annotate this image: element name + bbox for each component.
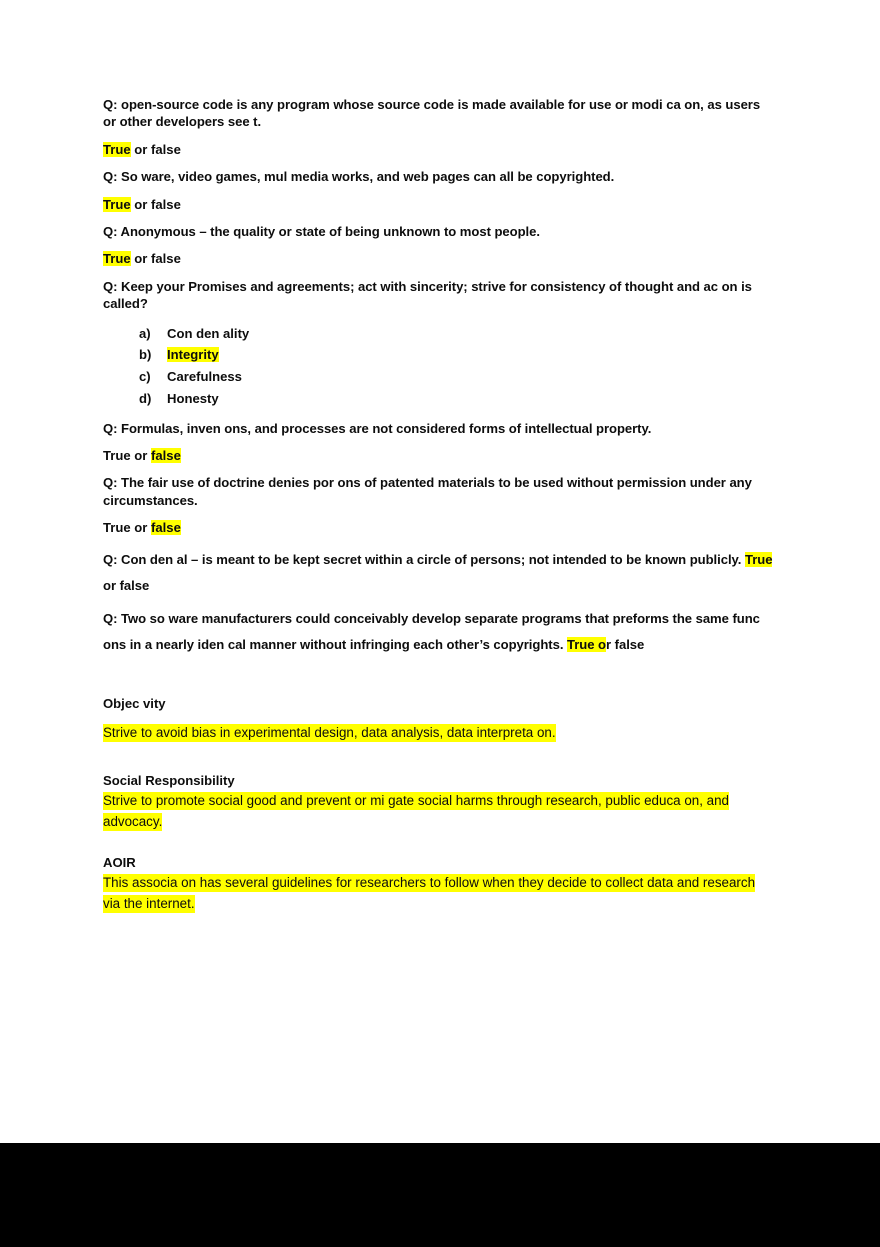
answer-highlight: True	[744, 551, 773, 567]
section-heading-social-responsibility: Social Responsibility	[103, 772, 235, 788]
choice-label: Integrity	[167, 347, 219, 363]
answer-line	[103, 447, 775, 464]
answer-highlight: True o	[567, 637, 607, 653]
section-spacer	[103, 666, 775, 695]
choice-label: Honesty	[167, 390, 219, 406]
answer-rest: or false	[103, 577, 150, 593]
section-spacer	[103, 743, 775, 772]
answer-line	[103, 196, 775, 213]
choice-item	[139, 323, 775, 345]
choice-marker: d)	[139, 390, 152, 406]
answer-line	[103, 141, 775, 158]
answer-highlight: false	[151, 448, 181, 463]
section-heading-aoir: AOIR	[103, 854, 136, 870]
answer-rest: or false	[130, 251, 181, 267]
question-text: Q: Con den al – is meant to be kept secret within a circle of persons; not intended to be known publicly.	[103, 551, 745, 567]
section-body-social-responsibility	[103, 790, 775, 832]
choice-label: Carefulness	[167, 369, 242, 385]
choice-label: Con den ality	[167, 325, 250, 341]
section-body-objectivity	[103, 722, 775, 743]
answer-highlight: True	[103, 141, 131, 157]
answer-prefix: True or	[103, 448, 152, 463]
choice-marker: a)	[139, 325, 151, 341]
document-body	[103, 96, 775, 914]
choice-item	[139, 344, 775, 366]
question-text: Q: open-source code is any program whose source code is made available for use or modi ca on, as users or other developers see t.	[103, 97, 761, 130]
choice-list	[103, 323, 775, 410]
choice-item	[139, 388, 775, 410]
answer-rest: or false	[130, 141, 181, 157]
question-text: Q: Anonymous – the quality or state of being unknown to most people.	[103, 224, 540, 240]
answer-highlight: True	[103, 251, 131, 267]
answer-line	[103, 250, 775, 267]
choice-marker: b)	[139, 347, 152, 363]
answer-highlight: false	[151, 520, 181, 536]
section-body-aoir	[103, 872, 775, 914]
choice-marker: c)	[139, 369, 151, 385]
multiple-choice-question: Q: Keep your Promises and agreements; act with sincerity; strive for consistency of thought and ac on is called?	[103, 278, 752, 312]
highlighted-text: Strive to avoid bias in experimental design, data analysis, data interpreta on.	[103, 724, 556, 740]
highlighted-text: Strive to promote social good and prevent or mi gate social harms through research, public educa on, and advocacy.	[103, 793, 729, 830]
question-text: Q: So ware, video games, mul media works, and web pages can all be copyrighted.	[103, 169, 615, 185]
question-text: Q: The fair use of doctrine denies por ons of patented materials to be used without permission under any circumstances.	[103, 475, 752, 508]
answer-line	[103, 519, 775, 536]
question-with-inline-answer	[103, 547, 775, 599]
question-with-inline-answer	[103, 606, 775, 658]
answer-rest: r false	[606, 637, 645, 653]
answer-prefix: True or	[103, 520, 152, 536]
section-heading-objectivity: Objec vity	[103, 696, 166, 712]
footer-black-bar	[0, 1143, 880, 1247]
answer-rest: or false	[130, 196, 181, 212]
question-text: Q: Two so ware manufacturers could conceivably develop separate programs that preforms the same func ons in a nearly iden cal manner without infringing each other’s copyrights.	[103, 611, 760, 653]
choice-item	[139, 366, 775, 388]
section-spacer	[103, 833, 775, 854]
answer-highlight: True	[103, 196, 131, 212]
highlighted-text: This associa on has several guidelines for researchers to follow when they decide to collect data and research via the internet.	[103, 875, 756, 912]
question-text: Q: Formulas, inven ons, and processes are not considered forms of intellectual property.	[103, 420, 652, 436]
